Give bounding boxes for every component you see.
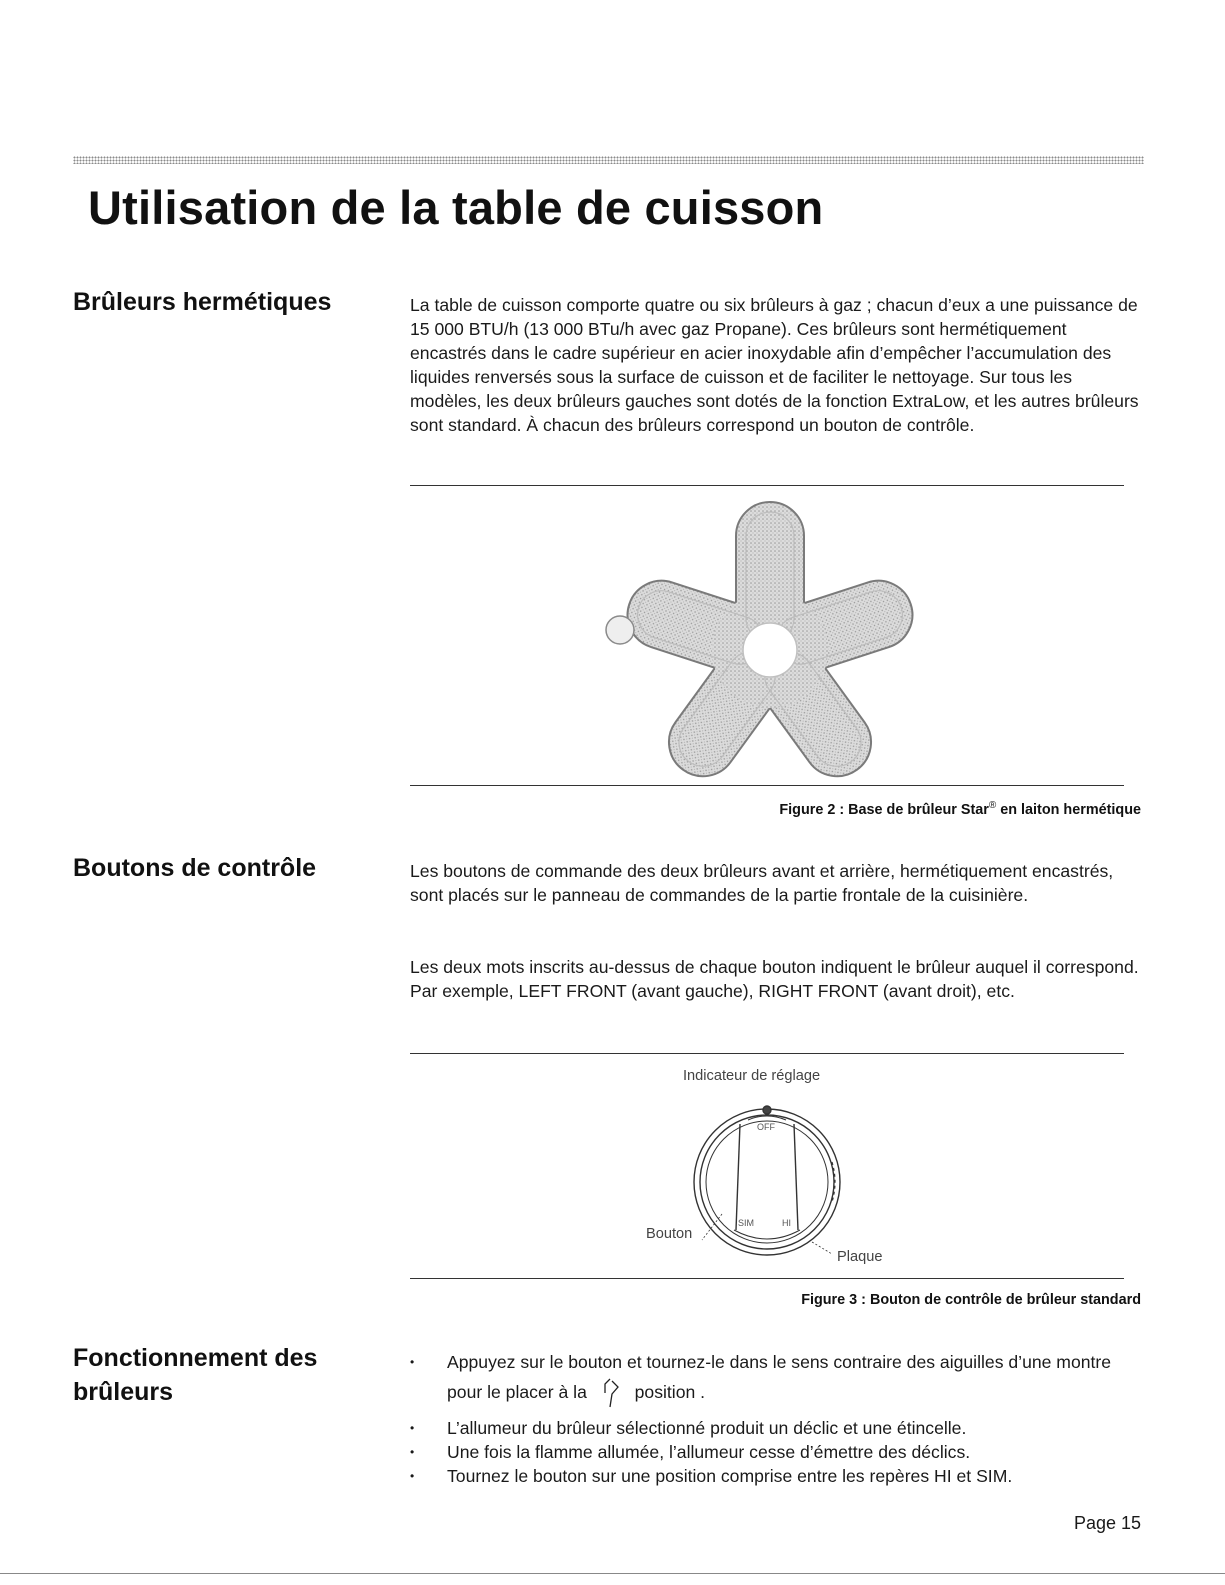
figure-2-bottom-rule <box>410 785 1124 786</box>
heading-burner-operation <box>73 1341 317 1409</box>
sealed-burners-text: La table de cuisson comporte quatre ou six brûleurs à gaz ; chacun d’eux a une puissance de 15 000 BTU/h (13 000 BTu/h avec gaz Propane). Ces brûleurs sont hermétiquement encastrés dans le cadre supérieur en acier inoxydable afin d’empêcher l’accumulation des liquides renversés sous la surface de cuisson et de faciliter le nettoyage. Sur tous les modèles, les deux brûleurs gauches sont dotés de la fonction ExtraLow, et les autres brûleurs sont standard. À chacun des brûleurs correspond un bouton de contrôle. <box>410 295 1139 435</box>
heading-control-knobs: Boutons de contrôle <box>73 854 317 882</box>
list-item: • Appuyez sur le bouton et tournez-le dans le sens contraire des aiguilles d’une montre pour le placer à la position . <box>410 1347 1145 1409</box>
figure-3-label-bezel: Plaque <box>837 1249 883 1265</box>
list-item: • Une fois la flamme allumée, l’allumeur cesse d’émettre des déclics. <box>410 1441 1145 1464</box>
svg-text:SIM: SIM <box>738 1218 755 1228</box>
page-number: Page 15 <box>1073 1513 1141 1533</box>
control-knobs-paragraph-2: Les deux mots inscrits au-dessus de chaque bouton indiquent le brûleur auquel il correspond. Par exemple, LEFT FRONT (avant gauche), RIGHT FRONT (avant droit), etc. <box>410 957 1139 1001</box>
figure-3-top-rule <box>410 1053 1124 1054</box>
ignite-position-icon <box>600 1377 622 1409</box>
list-item: • L’allumeur du brûleur sélectionné produit un déclic et une étincelle. <box>410 1417 1145 1440</box>
control-knobs-paragraph-1: Les boutons de commande des deux brûleurs avant et arrière, hermétiquement encastrés, sont placés sur le panneau de commandes de la partie frontale de la cuisinière. <box>410 861 1114 905</box>
heading-burner-operation-line-1: Fonctionnement des <box>73 1344 318 1372</box>
heading-sealed-burners: Brûleurs hermétiques <box>73 288 332 316</box>
figure-3-label-setting-indicator: Indicateur de réglage <box>683 1068 821 1084</box>
svg-text:OFF: OFF <box>757 1122 775 1132</box>
figure-3-label-knob: Bouton <box>646 1226 693 1242</box>
bottom-rule <box>0 1573 1225 1574</box>
operation-steps-list <box>410 1347 1145 1489</box>
dotted-top-rule <box>73 156 1144 164</box>
list-item: • Tournez le bouton sur une position comprise entre les repères HI et SIM. <box>410 1465 1145 1488</box>
star-burner-base-illustration <box>582 500 938 778</box>
page-title: Utilisation de la table de cuisson <box>88 181 824 234</box>
heading-burner-operation-line-2: brûleurs <box>73 1378 174 1406</box>
svg-text:HI: HI <box>782 1218 791 1228</box>
figure-2-caption: Figure 2 : Base de brûleur Star® en laiton hermétique <box>779 800 1141 818</box>
figure-2-top-rule <box>410 485 1124 486</box>
control-knob-illustration <box>682 1102 862 1262</box>
figure-3-bottom-rule <box>410 1278 1124 1279</box>
figure-3-caption: Figure 3 : Bouton de contrôle de brûleur standard <box>801 1292 1141 1308</box>
